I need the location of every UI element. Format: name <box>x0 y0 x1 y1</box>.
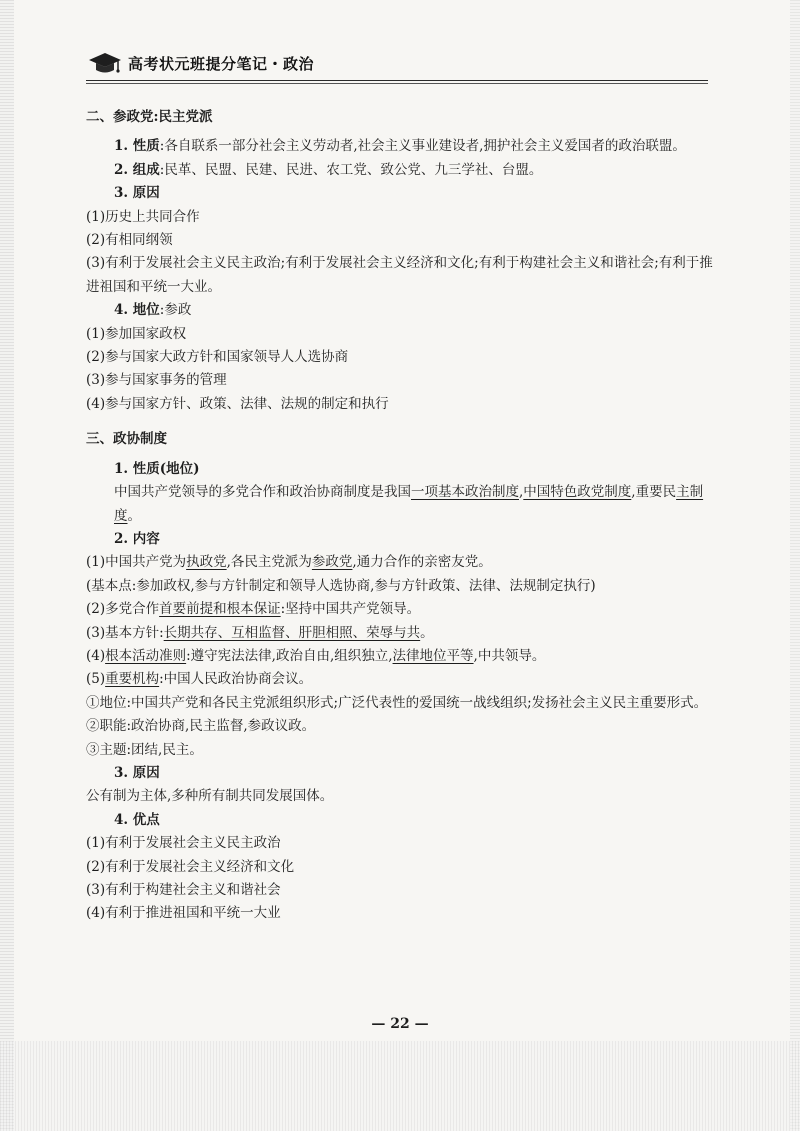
s3-content-item-5 <box>86 668 722 691</box>
s3-reason-label: 3. 原因 <box>114 764 160 781</box>
s2-composition <box>86 159 722 182</box>
scan-edge-right <box>790 0 800 1131</box>
s2-status-item: (2)参与国家大政方针和国家领导人人选协商 <box>86 349 349 366</box>
s2-nature-text: :各自联系一部分社会主义劳动者,社会主义事业建设者,拥护社会主义爱国者的政治联盟。 <box>159 138 686 155</box>
s3-c2-text-b: :坚持中国共产党领导。 <box>280 601 421 618</box>
s3-advantage-item: (1)有利于发展社会主义民主政治 <box>86 835 281 852</box>
s2-status-item: (3)参与国家事务的管理 <box>86 372 227 389</box>
s3-content-item-3 <box>86 622 722 645</box>
s2-reason-label: 3. 原因 <box>114 185 160 202</box>
page-number: — 22 — <box>371 1016 429 1032</box>
section-heading-participating-parties: 二、参政党:民主党派 <box>86 109 213 125</box>
s3-nature-label: 1. 性质(地位) <box>114 460 200 477</box>
s3-c1-underline-2: 参政党 <box>311 554 353 571</box>
s3-c3-text-b: 。 <box>420 624 434 641</box>
s3-cppcc-function: ②职能:政治协商,民主监督,参政议政。 <box>86 718 316 735</box>
s2-status-item: (1)参加国家政权 <box>86 325 187 342</box>
s3-advantage-item: (3)有利于构建社会主义和谐社会 <box>86 882 281 898</box>
s3-cppcc-status: ①地位:中国共产党和各民主党派组织形式;广泛代表性的爱国统一战线组织;发扬社会主义民主重要形式。 <box>86 694 708 711</box>
s2-reason-item: (3)有利于发展社会主义民主政治;有利于发展社会主义经济和文化;有利于构建社会主义和谐社会;有利于推进祖国和平统一大业。 <box>86 255 713 295</box>
s3-c5-text-a: (5) <box>86 671 106 688</box>
s3-nature-text-c: ,重要民 <box>631 484 677 501</box>
s2-nature-label: 1. 性质 <box>114 138 160 155</box>
header-rule <box>86 80 708 81</box>
s3-cppcc-theme: ③主题:团结,民主。 <box>86 741 203 758</box>
s3-c5-text-b: :中国人民政治协商会议。 <box>159 671 313 688</box>
s3-c2-text-a: (2)多党合作 <box>86 601 160 618</box>
s3-c4-underline-2: 法律地位平等 <box>392 647 474 664</box>
s3-nature-text-d: 。 <box>127 507 141 524</box>
s3-c5-underline-1: 重要机构 <box>105 671 160 688</box>
s3-nature-underline-2: 中国特色政党制度 <box>523 484 632 501</box>
s3-c4-text-a: (4) <box>86 647 106 664</box>
s2-status-text: :参政 <box>159 302 192 319</box>
s3-content-item-1 <box>86 551 722 574</box>
s3-nature-underline-3: 主制度 <box>114 484 704 524</box>
s2-reason-item: (1)历史上共同合作 <box>86 208 200 225</box>
s3-nature-underline-1: 一项基本政治制度 <box>411 484 519 501</box>
s2-status <box>86 299 722 322</box>
s3-content-label: 2. 内容 <box>114 530 160 547</box>
s3-content-note: (基本点:参加政权,参与方针制定和领导人选协商,参与方针政策、法律、法规制定执行) <box>86 577 596 594</box>
s3-c3-underline-1: 长期共存、互相监督、肝胆相照、荣辱与共 <box>163 624 421 641</box>
s3-advantage-item: (2)有利于发展社会主义经济和文化 <box>86 858 295 875</box>
section-heading-cppcc-system: 三、政协制度 <box>86 431 167 448</box>
s3-c1-underline-1: 执政党 <box>186 554 227 571</box>
s2-reason-item: (2)有相同纲领 <box>86 232 173 249</box>
s3-nature-text <box>86 481 722 528</box>
s2-composition-text: :民革、民盟、民建、民进、农工党、致公党、九三学社、台盟。 <box>159 161 543 178</box>
s3-c4-text-b: :遵守宪法法律,政治自由,组织独立, <box>186 647 393 664</box>
s3-c3-text-a: (3)基本方针: <box>86 624 164 641</box>
s3-nature-text-a: 中国共产党领导的多党合作和政治协商制度是我国 <box>114 484 411 501</box>
graduation-cap-icon <box>88 50 122 76</box>
s2-nature <box>86 135 722 158</box>
s3-c1-text-a: (1)中国共产党为 <box>86 554 187 571</box>
s3-c4-underline-1: 根本活动准则 <box>105 647 187 664</box>
s3-c1-text-b: ,各民主党派为 <box>226 554 312 571</box>
s2-status-item: (4)参与国家方针、政策、法律、法规的制定和执行 <box>86 395 389 412</box>
scan-edge-bottom <box>0 1041 800 1131</box>
running-header <box>88 48 314 78</box>
s2-composition-label: 2. 组成 <box>114 161 160 178</box>
main-content <box>86 100 722 926</box>
s2-status-label: 4. 地位 <box>114 302 160 319</box>
book-title: 高考状元班提分笔记・政治 <box>128 54 315 73</box>
s3-content-item-2 <box>86 598 722 621</box>
s3-reason-text: 公有制为主体,多种所有制共同发展国体。 <box>86 788 334 805</box>
s3-nature-text-b: , <box>519 484 524 501</box>
s3-advantages-label: 4. 优点 <box>114 811 160 828</box>
s3-c1-text-c: ,通力合作的亲密友党。 <box>352 554 492 571</box>
s3-c2-underline-1: 首要前提和根本保证 <box>159 601 281 618</box>
s3-c4-text-c: ,中共领导。 <box>473 647 546 664</box>
s3-content-item-4 <box>86 645 722 668</box>
s3-advantage-item: (4)有利于推进祖国和平统一大业 <box>86 905 281 922</box>
scan-edge-left <box>0 0 14 1131</box>
header-rule-thin <box>86 83 708 84</box>
